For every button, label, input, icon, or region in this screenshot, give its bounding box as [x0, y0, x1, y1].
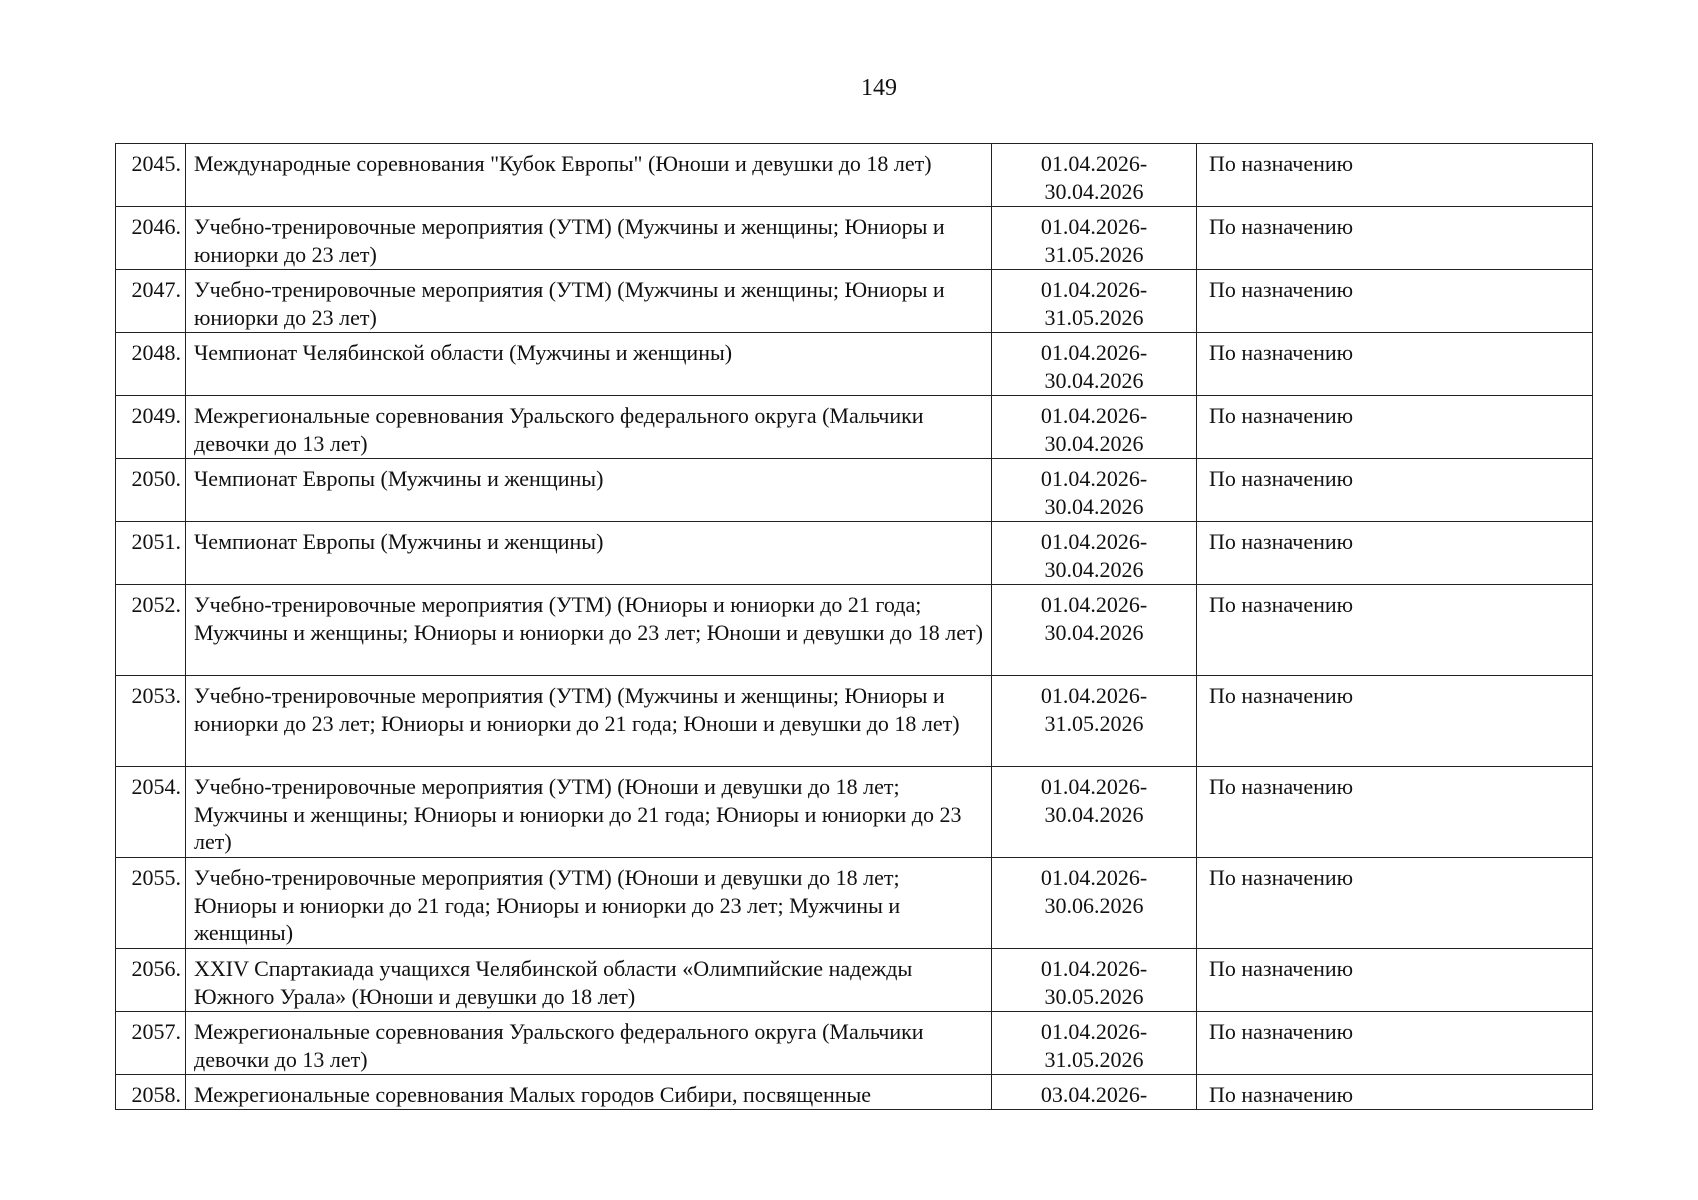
event-dates [992, 270, 1197, 333]
date-start: 03.04.2026- [1040, 1082, 1148, 1107]
date-end: 31.05.2026 [1044, 710, 1144, 736]
table-row [116, 585, 1593, 676]
event-name: Чемпионат Европы (Мужчины и женщины) [186, 522, 992, 585]
row-number: 2058. [116, 1075, 186, 1110]
event-dates [992, 1075, 1197, 1110]
event-assignment: По назначению [1197, 459, 1593, 522]
table-row [116, 949, 1593, 1012]
event-assignment: По назначению [1197, 207, 1593, 270]
event-name: Учебно-тренировочные мероприятия (УТМ) (Мужчины и женщины; Юниоры и юниорки до 23 лет) [186, 207, 992, 270]
date-end: 30.04.2026 [1044, 367, 1144, 393]
event-dates [992, 459, 1197, 522]
date-start: 01.04.2026- [1040, 683, 1148, 708]
table-row [116, 858, 1593, 949]
date-start: 01.04.2026- [1040, 529, 1148, 554]
date-start: 01.04.2026- [1040, 466, 1148, 491]
row-number: 2045. [116, 144, 186, 207]
date-end: 31.05.2026 [1044, 1046, 1144, 1072]
event-name: Межрегиональные соревнования Уральского федерального округа (Мальчики девочки до 13 лет) [186, 396, 992, 459]
event-assignment: По назначению [1197, 1012, 1593, 1075]
event-assignment: По назначению [1197, 676, 1593, 767]
event-name: Чемпионат Европы (Мужчины и женщины) [186, 459, 992, 522]
event-dates [992, 144, 1197, 207]
page-number: 149 [861, 75, 897, 101]
date-start: 01.04.2026- [1040, 865, 1148, 890]
event-assignment: По назначению [1197, 858, 1593, 949]
event-assignment: По назначению [1197, 767, 1593, 858]
date-end: 30.06.2026 [1044, 892, 1144, 918]
date-end: 30.04.2026 [1044, 493, 1144, 519]
date-start: 01.04.2026- [1040, 340, 1148, 365]
date-start: 01.04.2026- [1040, 151, 1148, 176]
event-assignment: По назначению [1197, 1075, 1593, 1110]
table-row [116, 396, 1593, 459]
event-dates [992, 1012, 1197, 1075]
date-end: 30.04.2026 [1044, 556, 1144, 582]
row-number: 2056. [116, 949, 186, 1012]
date-end: 30.04.2026 [1044, 178, 1144, 204]
date-end: 31.05.2026 [1044, 241, 1144, 267]
row-number: 2055. [116, 858, 186, 949]
table-row [116, 270, 1593, 333]
event-dates [992, 676, 1197, 767]
row-number: 2052. [116, 585, 186, 676]
event-assignment: По назначению [1197, 144, 1593, 207]
row-number: 2047. [116, 270, 186, 333]
row-number: 2051. [116, 522, 186, 585]
row-number: 2054. [116, 767, 186, 858]
table-row [116, 767, 1593, 858]
table-row [116, 676, 1593, 767]
event-name: Международные соревнования "Кубок Европы" (Юноши и девушки до 18 лет) [186, 144, 992, 207]
date-start: 01.04.2026- [1040, 214, 1148, 239]
row-number: 2050. [116, 459, 186, 522]
event-name: Учебно-тренировочные мероприятия (УТМ) (Юноши и девушки до 18 лет; Юниоры и юниорки до 21 года; Юниоры и юниорки до 23 лет; Мужчины и женщины) [186, 858, 992, 949]
date-end: 31.05.2026 [1044, 304, 1144, 330]
row-number: 2053. [116, 676, 186, 767]
date-start: 01.04.2026- [1040, 277, 1148, 302]
event-dates [992, 767, 1197, 858]
event-assignment: По назначению [1197, 333, 1593, 396]
event-name: Учебно-тренировочные мероприятия (УТМ) (Мужчины и женщины; Юниоры и юниорки до 23 лет; Юниоры и юниорки до 21 года; Юноши и девушки до 18 лет) [186, 676, 992, 767]
event-dates [992, 522, 1197, 585]
event-name: Учебно-тренировочные мероприятия (УТМ) (Юниоры и юниорки до 21 года; Мужчины и женщины; Юниоры и юниорки до 23 лет; Юноши и девушки до 18 лет) [186, 585, 992, 676]
table-row [116, 207, 1593, 270]
date-end: 30.05.2026 [1044, 983, 1144, 1009]
table-row [116, 1012, 1593, 1075]
event-dates [992, 396, 1197, 459]
event-name: Межрегиональные соревнования Уральского федерального округа (Мальчики девочки до 13 лет) [186, 1012, 992, 1075]
event-assignment: По назначению [1197, 270, 1593, 333]
date-start: 01.04.2026- [1040, 403, 1148, 428]
event-dates [992, 333, 1197, 396]
date-start: 01.04.2026- [1040, 956, 1148, 981]
table-row [116, 333, 1593, 396]
date-start: 01.04.2026- [1040, 1019, 1148, 1044]
events-table [115, 143, 1593, 1110]
event-name: Межрегиональные соревнования Малых городов Сибири, посвященные [186, 1075, 992, 1110]
event-name: Чемпионат Челябинской области (Мужчины и женщины) [186, 333, 992, 396]
row-number: 2048. [116, 333, 186, 396]
table-row [116, 144, 1593, 207]
event-dates [992, 585, 1197, 676]
event-assignment: По назначению [1197, 522, 1593, 585]
date-end: 30.04.2026 [1044, 801, 1144, 827]
event-name: XXIV Спартакиада учащихся Челябинской области «Олимпийские надежды Южного Урала» (Юноши и девушки до 18 лет) [186, 949, 992, 1012]
date-start: 01.04.2026- [1040, 592, 1148, 617]
row-number: 2057. [116, 1012, 186, 1075]
row-number: 2046. [116, 207, 186, 270]
event-dates [992, 207, 1197, 270]
row-number: 2049. [116, 396, 186, 459]
table-row [116, 459, 1593, 522]
event-assignment: По назначению [1197, 949, 1593, 1012]
event-dates [992, 949, 1197, 1012]
event-dates [992, 858, 1197, 949]
date-start: 01.04.2026- [1040, 774, 1148, 799]
event-assignment: По назначению [1197, 585, 1593, 676]
date-end: 30.04.2026 [1044, 619, 1144, 645]
date-end: 30.04.2026 [1044, 430, 1144, 456]
event-assignment: По назначению [1197, 396, 1593, 459]
event-name: Учебно-тренировочные мероприятия (УТМ) (Мужчины и женщины; Юниоры и юниорки до 23 лет) [186, 270, 992, 333]
event-name: Учебно-тренировочные мероприятия (УТМ) (Юноши и девушки до 18 лет; Мужчины и женщины; Юниоры и юниорки до 21 года; Юниоры и юниорки до 23 лет) [186, 767, 992, 858]
table-row [116, 522, 1593, 585]
table-row [116, 1075, 1593, 1110]
